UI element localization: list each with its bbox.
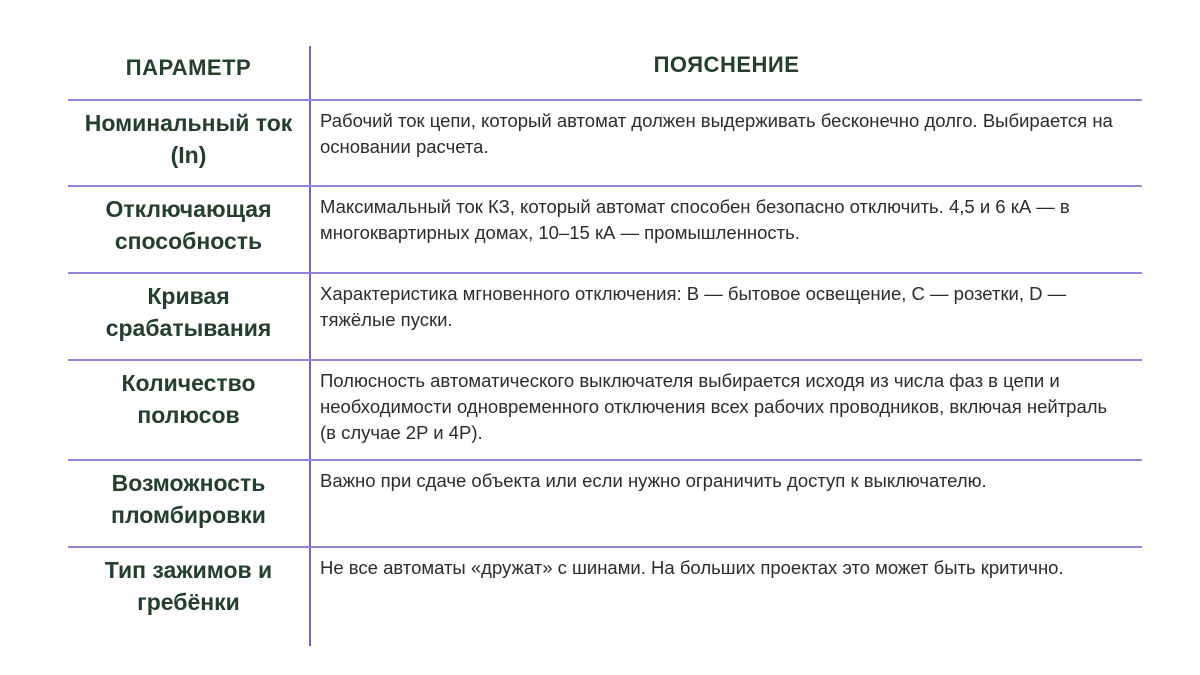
- parameters-table: [68, 46, 1142, 646]
- row-param: Количество полюсов: [121, 370, 256, 428]
- table-row: [68, 187, 1142, 274]
- table-row: [68, 101, 1142, 187]
- table-row: [68, 548, 1142, 646]
- table-row: [68, 361, 1142, 461]
- row-desc: Рабочий ток цепи, который автомат должен выдерживать бесконечно долго. Выбирается на основании расчета.: [320, 110, 1113, 157]
- header-desc: ПОЯСНЕНИЕ: [653, 52, 800, 77]
- row-param: Номинальный ток (In): [84, 110, 293, 168]
- row-desc: Максимальный ток КЗ, который автомат способен безопасно отключить. 4,5 и 6 кА — в многоквартирных домах, 10–15 кА — промышленность.: [320, 196, 1070, 243]
- header-param: ПАРАМЕТР: [125, 55, 252, 80]
- row-param: Тип зажимов и гребёнки: [104, 557, 273, 615]
- row-desc: Полюсность автоматического выключателя выбирается исходя из числа фаз в цепи и необходимости одновременного отключения всех рабочих проводников, включая нейтраль (в случае 2P и 4P).: [320, 370, 1108, 443]
- row-param: Кривая срабатывания: [105, 283, 272, 341]
- row-param: Возможность пломбировки: [111, 470, 266, 528]
- table-row: [68, 274, 1142, 361]
- row-desc: Характеристика мгновенного отключения: B — бытовое освещение, C — розетки, D — тяжёлые пуски.: [320, 283, 1067, 330]
- row-desc: Не все автоматы «дружат» с шинами. На больших проектах это может быть критично.: [320, 557, 1064, 578]
- table-header-row: [68, 46, 1142, 101]
- row-desc: Важно при сдаче объекта или если нужно ограничить доступ к выключателю.: [320, 470, 987, 491]
- row-param: Отключающая способность: [105, 196, 272, 254]
- table-row: [68, 461, 1142, 548]
